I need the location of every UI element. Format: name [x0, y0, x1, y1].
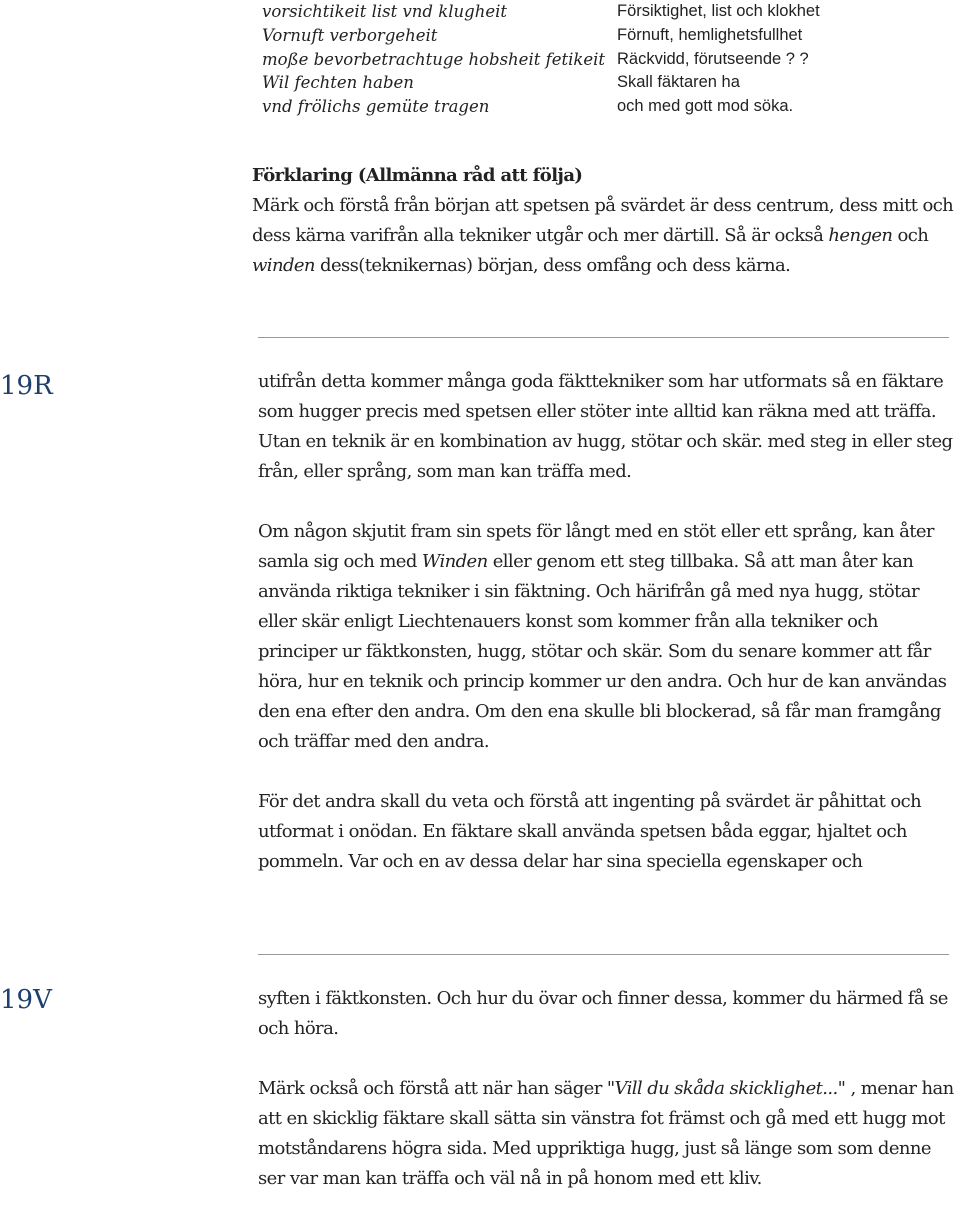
explanation-text-part: dess(teknikernas) början, dess omfång och dess kärna. [314, 255, 791, 276]
paragraph [258, 1074, 958, 1194]
paragraph [258, 517, 958, 757]
explanation-block [252, 161, 957, 281]
verse-row [262, 71, 820, 95]
folio-19v: 19V [0, 985, 52, 1015]
verse-row [262, 48, 820, 72]
verse-row [262, 24, 820, 48]
explanation-text-part: och [892, 225, 929, 246]
folio-19r: 19R [0, 371, 53, 401]
paragraph-part: Märk också och förstå att när han säger [258, 1078, 607, 1099]
verse-translation: Försiktighet, list och klokhet [617, 2, 820, 20]
paragraph: För det andra skall du veta och förstå att ingenting på svärdet är påhittat och utformat i onödan. En fäktare skall använda spetsen båda eggar, hjaltet och pommeln. Var och en av dessa delar har sina speciella egenskaper och [258, 791, 922, 872]
verse-original: Wil fechten haben [262, 73, 414, 93]
verse-translation: Förnuft, hemlighetsfullhet [617, 25, 803, 44]
divider-19v [258, 954, 949, 955]
explanation-text-part: Märk och förstå från början att spetsen på svärdet är dess centrum, dess mitt och dess kärna varifrån alla tekniker utgår och mer därtill. Så är också [252, 195, 954, 246]
paragraph-part: eller genom ett steg tillbaka. Så att man åter kan använda riktiga tekniker i sin fäktning. Och härifrån gå med nya hugg, stötar eller skär enligt Liechtenauers konst som kommer från alla tekniker och principer ur fäktkonsten, hugg, stötar och skär. Som du senare kommer att får höra, hur en teknik och princip kommer ur den andra. Och hur de kan användas den ena efter den andra. Om den ena skulle bli blockerad, så får man framgång och träffar med den andra. [258, 551, 947, 752]
verse-translation: Skall fäktaren ha [617, 73, 740, 92]
term-hengen: hengen [828, 225, 893, 246]
verse-original: vorsichtikeit list vnd klugheit [262, 2, 507, 21]
explanation-heading: Förklaring (Allmänna råd att följa) [252, 165, 583, 186]
verse-row [262, 0, 820, 24]
verse-original: vnd frölichs gemüte tragen [262, 97, 490, 117]
verse-block [262, 0, 820, 119]
paragraph: syften i fäktkonsten. Och hur du övar och finner dessa, kommer du härmed få se och höra. [258, 988, 948, 1039]
explanation-text [252, 191, 957, 281]
paragraph-part: Om någon skjutit fram sin spets för långt med en stöt eller ett språng, kan åter samla sig och med [258, 521, 934, 572]
verse-original: Vornuft verborgeheit [262, 25, 438, 45]
divider-19r [258, 337, 949, 338]
term-winden: winden [252, 255, 315, 276]
verse-original: moße bevorbetrachtuge hobsheit fetikeit [262, 49, 606, 69]
paragraph-part: , menar han att en skicklig fäktare skall sätta sin vänstra fot främst och gå med ett hugg mot motståndarens högra sida. Med uppriktiga hugg, just så länge som som denne ser var man kan träffa och väl nå in på honom med ett kliv. [258, 1078, 954, 1189]
page-19v-text [258, 984, 958, 1194]
term-winden: Winden [421, 551, 488, 572]
verse-translation: Räckvidd, förutseende ? ? [617, 49, 809, 68]
page-19r-text [258, 367, 958, 877]
paragraph: utifrån detta kommer många goda fäkttekniker som har utformats så en fäktare som hugger precis med spetsen eller stöter inte alltid kan räkna med att träffa. Utan en teknik är en kombination av hugg, stötar och skär. med steg in eller steg från, eller språng, som man kan träffa med. [258, 371, 953, 482]
verse-row [262, 95, 820, 119]
verse-translation: och med gott mod söka. [617, 97, 794, 116]
quote: "Vill du skåda skicklighet..." [606, 1078, 846, 1099]
